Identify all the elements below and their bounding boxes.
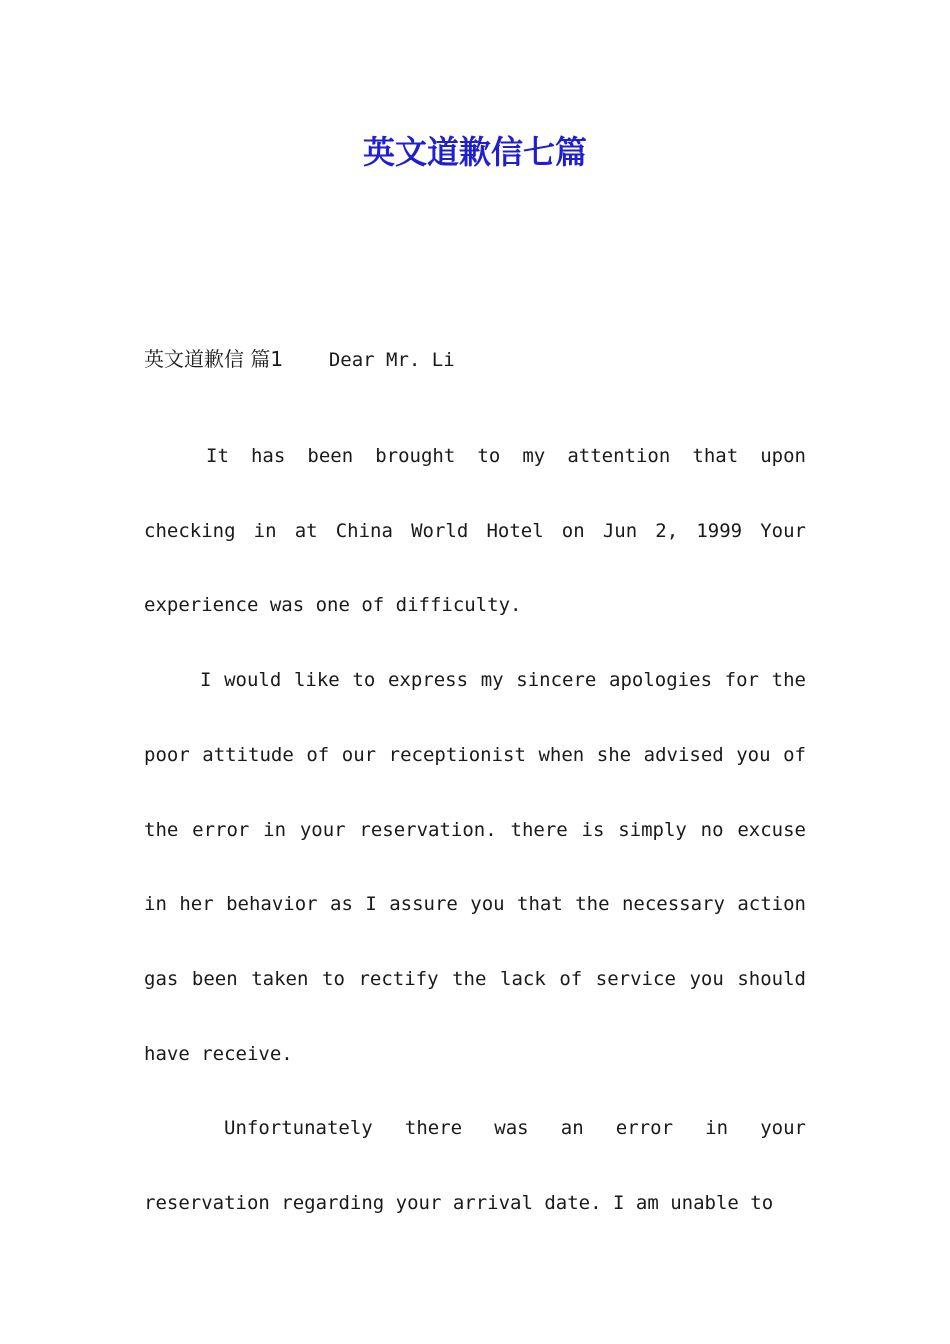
paragraph-1: It has been brought to my attention that upon checking in at China World Hotel on Jun 2, 1999 Your experience was one of difficulty. bbox=[144, 445, 806, 617]
paragraph-3: Unfortunately there was an error in your reservation regarding your arrival date. I am unable to bbox=[144, 1117, 806, 1215]
section-heading-line bbox=[144, 344, 806, 375]
section-label: 英文道歉信 篇1 bbox=[144, 347, 284, 371]
letter-body bbox=[144, 419, 806, 1241]
paragraph-2: I would like to express my sincere apologies for the poor attitude of our receptionist when she advised you of the error in your reservation. there is simply no excuse in her behavior as I assure you that the necessary action gas been taken to rectify the lack of service you should have receive. bbox=[144, 669, 806, 1065]
salutation: Dear Mr. Li bbox=[328, 349, 455, 371]
document-title: 英文道歉信七篇 bbox=[362, 133, 587, 171]
